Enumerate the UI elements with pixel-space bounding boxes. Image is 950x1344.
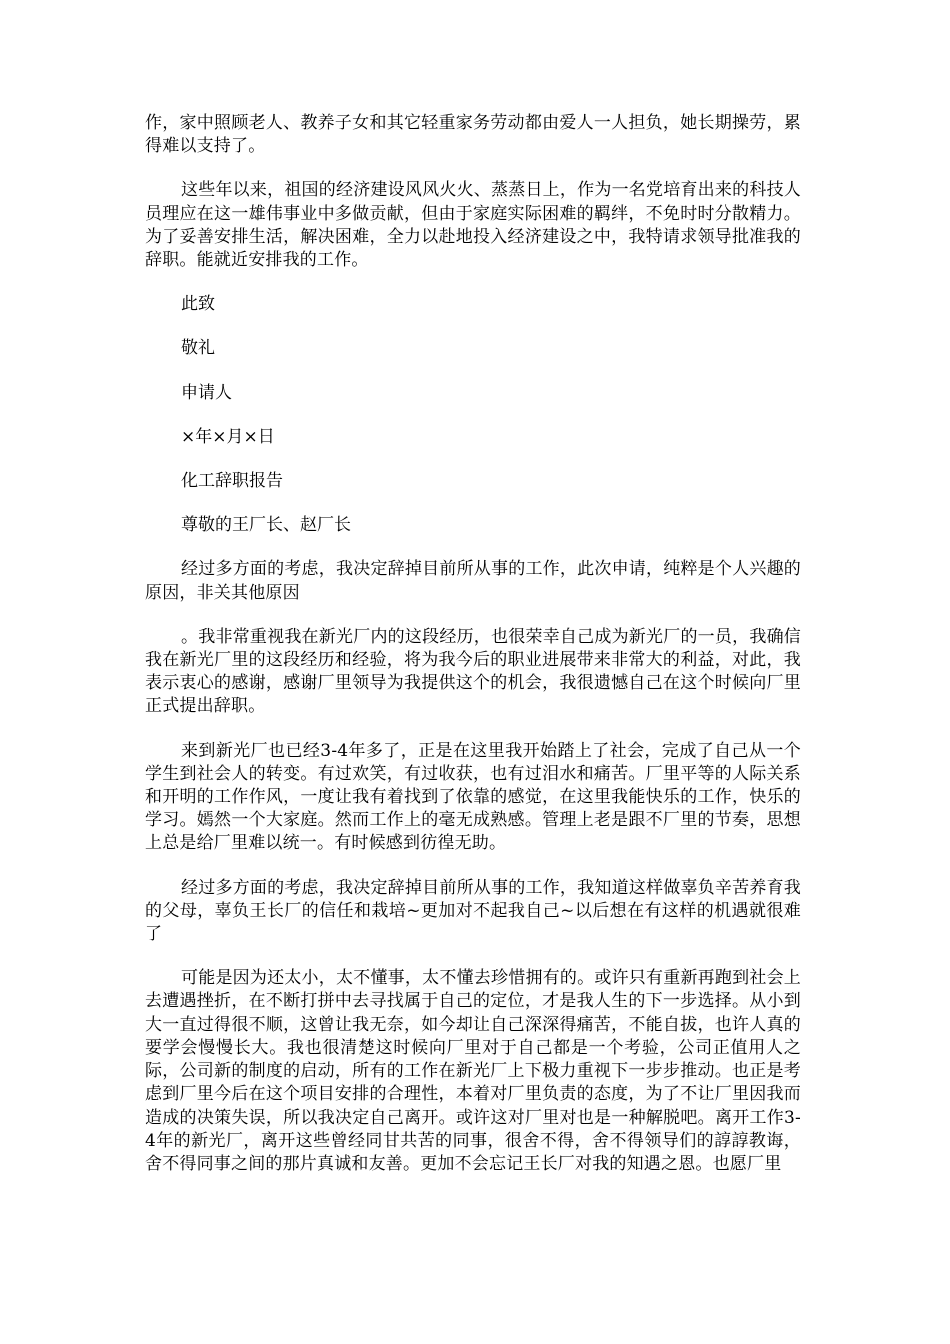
salutation: 尊敬的王厂长、赵厂长	[181, 515, 351, 536]
paragraph-continuation: 作，家中照顾老人、教养子女和其它轻重家务劳动都由爱人一人担负，她长期操劳，累得难以支持了。	[145, 113, 801, 157]
applicant-label: 申请人	[181, 382, 232, 403]
paragraph-experience: 来到新光厂也已经3-4年多了，正是在这里我开始踏上了社会，完成了自己从一个学生到社会人的转变。有过欢笑，有过收获，也有过泪水和痛苦。厂里平等的人际关系和开明的工作作风，一度让我有着找到了依靠的感觉，在这里我能快乐的工作，快乐的学习。嫣然一个大家庭。然而工作上的毫无成熟感。管理上老是跟不厂里的节奏，思想上总是给厂里难以统一。有时候感到彷徨无助。	[145, 740, 801, 854]
document-page	[145, 112, 801, 1197]
paragraph-regret: 经过多方面的考虑，我决定辞掉目前所从事的工作，我知道这样做辜负辛苦养育我的父母，辜负王长厂的信任和栽培~更加对不起我自己~以后想在有这样的机遇就很难了	[145, 877, 801, 945]
paragraph-reason: 这些年以来，祖国的经济建设风风火火、蒸蒸日上，作为一名党培育出来的科技人员理应在这一雄伟事业中多做贡献，但由于家庭实际困难的羁绊，不免时时分散精力。为了妥善安排生活，解决困难，全力以赴地投入经济建设之中，我特请求领导批准我的辞职。能就近安排我的工作。	[145, 180, 801, 271]
section-title: 化工辞职报告	[181, 471, 283, 492]
date-placeholder: ×年×月×日	[181, 426, 275, 447]
closing-cizhi: 此致	[181, 294, 215, 315]
paragraph-reflection: 可能是因为还太小，太不懂事，太不懂去珍惜拥有的。或许只有重新再跑到社会上去遭遇挫折，在不断打拼中去寻找属于自己的定位，才是我人生的下一步选择。从小到大一直过得很不顺，这曾让我无奈，如今却让自己深深得痛苦，不能自拔，也许人真的要学会慢慢长大。我也很清楚这时候向厂里对于自己都是一个考验，公司正值用人之际，公司新的制度的启动，所有的工作在新光厂上下极力重视下一步步推动。也正是考虑到厂里今后在这个项目安排的合理性，本着对厂里负责的态度，为了不让厂里因我而造成的决策失误，所以我决定自己离开。或许这对厂里对也是一种解脱吧。离开工作3-4年的新光厂，离开这些曾经同甘共苦的同事，很舍不得，舍不得领导们的諄諄教诲，舍不得同事之间的那片真诚和友善。更加不会忘记王长厂对我的知遇之恩。也愿厂里	[145, 968, 801, 1174]
closing-jingli: 敬礼	[181, 338, 215, 359]
paragraph-gratitude: 。我非常重视我在新光厂内的这段经历，也很荣幸自己成为新光厂的一员，我确信我在新光厂里的这段经历和经验，将为我今后的职业进展带来非常大的利益，对此，我表示衷心的感谢，感谢厂里领导为我提供这个的机会，我很遗憾自己在这个时候向厂里正式提出辞职。	[145, 626, 801, 717]
paragraph-decision: 经过多方面的考虑，我决定辞掉目前所从事的工作，此次申请，纯粹是个人兴趣的原因，非关其他原因	[145, 559, 801, 603]
